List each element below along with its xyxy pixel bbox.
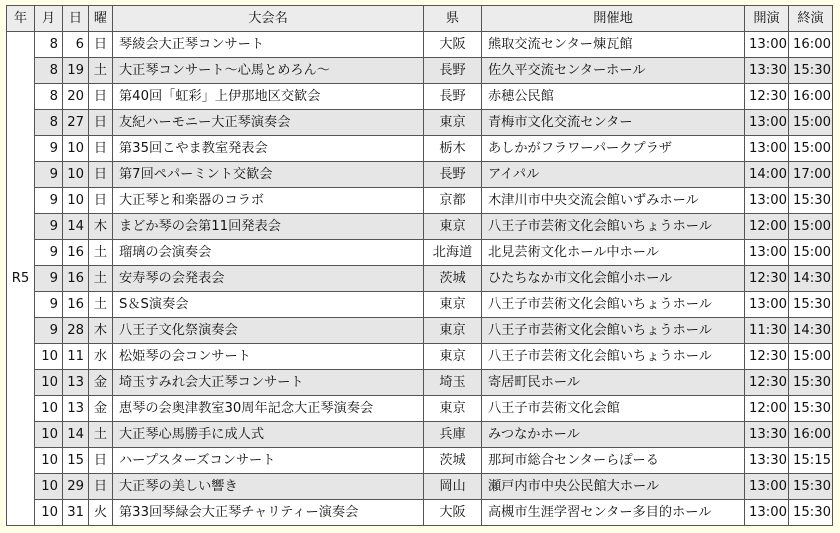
table-row	[7, 214, 833, 240]
month-cell: 9	[35, 214, 63, 240]
event-name-cell: 埼玉すみれ会大正琴コンサート	[113, 370, 424, 396]
weekday-cell: 日	[89, 162, 113, 188]
table-row	[7, 422, 833, 448]
venue-cell: アイパル	[482, 162, 745, 188]
weekday-cell: 金	[89, 370, 113, 396]
end-time-cell: 16:00	[789, 84, 833, 110]
start-time-cell: 13:00	[745, 32, 789, 58]
day-cell: 28	[63, 318, 89, 344]
event-name-cell: 友紀ハーモニー大正琴演奏会	[113, 110, 424, 136]
venue-cell: 八王子市芸術文化会館いちょうホール	[482, 318, 745, 344]
prefecture-cell: 京都	[424, 188, 482, 214]
prefecture-cell: 埼玉	[424, 370, 482, 396]
start-time-cell: 13:00	[745, 292, 789, 318]
table-row	[7, 500, 833, 526]
month-cell: 9	[35, 240, 63, 266]
venue-cell: ひたちなか市文化会館小ホール	[482, 266, 745, 292]
table-row	[7, 396, 833, 422]
month-cell: 10	[35, 370, 63, 396]
prefecture-cell: 大阪	[424, 500, 482, 526]
day-cell: 16	[63, 240, 89, 266]
end-time-cell: 15:30	[789, 370, 833, 396]
day-cell: 16	[63, 292, 89, 318]
start-time-cell: 12:30	[745, 370, 789, 396]
start-time-cell: 13:00	[745, 188, 789, 214]
prefecture-cell: 北海道	[424, 240, 482, 266]
event-name-cell: 大正琴の美しい響き	[113, 474, 424, 500]
weekday-cell: 日	[89, 110, 113, 136]
concert-schedule	[6, 5, 833, 527]
year-cell: R5	[7, 32, 35, 526]
event-name-cell: まどか琴の会第11回発表会	[113, 214, 424, 240]
day-cell: 14	[63, 214, 89, 240]
venue-cell: 木津川市中央交流会館いずみホール	[482, 188, 745, 214]
venue-cell: 八王子市芸術文化会館	[482, 396, 745, 422]
header-prefecture: 県	[424, 6, 482, 32]
end-time-cell: 14:30	[789, 318, 833, 344]
venue-cell: 瀬戸内市中央公民館大ホール	[482, 474, 745, 500]
header-venue: 開催地	[482, 6, 745, 32]
day-cell: 29	[63, 474, 89, 500]
prefecture-cell: 東京	[424, 318, 482, 344]
end-time-cell: 16:00	[789, 422, 833, 448]
month-cell: 10	[35, 448, 63, 474]
month-cell: 9	[35, 266, 63, 292]
venue-cell: 赤穂公民館	[482, 84, 745, 110]
start-time-cell: 13:00	[745, 110, 789, 136]
start-time-cell: 12:30	[745, 344, 789, 370]
day-cell: 14	[63, 422, 89, 448]
end-time-cell: 16:00	[789, 32, 833, 58]
weekday-cell: 木	[89, 214, 113, 240]
prefecture-cell: 茨城	[424, 266, 482, 292]
prefecture-cell: 東京	[424, 396, 482, 422]
schedule-table	[6, 5, 833, 526]
month-cell: 10	[35, 500, 63, 526]
month-cell: 8	[35, 110, 63, 136]
end-time-cell: 15:30	[789, 500, 833, 526]
header-end: 終演	[789, 6, 833, 32]
month-cell: 8	[35, 84, 63, 110]
event-name-cell: 安寿琴の会発表会	[113, 266, 424, 292]
event-name-cell: 第35回こやま教室発表会	[113, 136, 424, 162]
weekday-cell: 土	[89, 58, 113, 84]
month-cell: 10	[35, 422, 63, 448]
weekday-cell: 土	[89, 266, 113, 292]
start-time-cell: 13:00	[745, 136, 789, 162]
event-name-cell: 第33回琴緑会大正琴チャリティー演奏会	[113, 500, 424, 526]
start-time-cell: 12:30	[745, 266, 789, 292]
table-row	[7, 344, 833, 370]
end-time-cell: 15:00	[789, 136, 833, 162]
weekday-cell: 火	[89, 500, 113, 526]
table-row	[7, 136, 833, 162]
end-time-cell: 15:00	[789, 214, 833, 240]
event-name-cell: 八王子文化祭演奏会	[113, 318, 424, 344]
day-cell: 27	[63, 110, 89, 136]
schedule-body	[7, 32, 833, 526]
prefecture-cell: 岡山	[424, 474, 482, 500]
start-time-cell: 12:30	[745, 84, 789, 110]
start-time-cell: 14:00	[745, 162, 789, 188]
prefecture-cell: 長野	[424, 58, 482, 84]
end-time-cell: 15:00	[789, 344, 833, 370]
venue-cell: 八王子市芸術文化会館いちょうホール	[482, 214, 745, 240]
table-row	[7, 58, 833, 84]
header-weekday: 曜	[89, 6, 113, 32]
weekday-cell: 木	[89, 318, 113, 344]
header-month: 月	[35, 6, 63, 32]
event-name-cell: 瑠璃の会演奏会	[113, 240, 424, 266]
venue-cell: みつなかホール	[482, 422, 745, 448]
event-name-cell: 琴綾会大正琴コンサート	[113, 32, 424, 58]
venue-cell: あしかがフラワーパークプラザ	[482, 136, 745, 162]
table-row	[7, 318, 833, 344]
venue-cell: 八王子市芸術文化会館いちょうホール	[482, 344, 745, 370]
month-cell: 10	[35, 474, 63, 500]
end-time-cell: 15:30	[789, 292, 833, 318]
venue-cell: 青梅市文化交流センター	[482, 110, 745, 136]
weekday-cell: 金	[89, 396, 113, 422]
end-time-cell: 15:30	[789, 474, 833, 500]
header-year: 年	[7, 6, 35, 32]
day-cell: 15	[63, 448, 89, 474]
prefecture-cell: 長野	[424, 84, 482, 110]
month-cell: 8	[35, 58, 63, 84]
day-cell: 19	[63, 58, 89, 84]
prefecture-cell: 東京	[424, 214, 482, 240]
table-row	[7, 162, 833, 188]
event-name-cell: 松姫琴の会コンサート	[113, 344, 424, 370]
month-cell: 9	[35, 292, 63, 318]
venue-cell: 寄居町民ホール	[482, 370, 745, 396]
table-row	[7, 32, 833, 58]
start-time-cell: 13:00	[745, 240, 789, 266]
weekday-cell: 土	[89, 422, 113, 448]
venue-cell: 八王子市芸術文化会館いちょうホール	[482, 292, 745, 318]
start-time-cell: 13:30	[745, 448, 789, 474]
end-time-cell: 15:30	[789, 396, 833, 422]
end-time-cell: 17:00	[789, 162, 833, 188]
table-row	[7, 370, 833, 396]
event-name-cell: 第40回「虹彩」上伊那地区交歓会	[113, 84, 424, 110]
table-row	[7, 266, 833, 292]
header-day: 日	[63, 6, 89, 32]
day-cell: 11	[63, 344, 89, 370]
weekday-cell: 日	[89, 188, 113, 214]
event-name-cell: 恵琴の会奥津教室30周年記念大正琴演奏会	[113, 396, 424, 422]
month-cell: 10	[35, 396, 63, 422]
table-row	[7, 292, 833, 318]
event-name-cell: 大正琴心馬勝手に成人式	[113, 422, 424, 448]
table-row	[7, 474, 833, 500]
venue-cell: 那珂市総合センターらぽーる	[482, 448, 745, 474]
prefecture-cell: 栃木	[424, 136, 482, 162]
end-time-cell: 15:30	[789, 188, 833, 214]
weekday-cell: 日	[89, 136, 113, 162]
weekday-cell: 水	[89, 344, 113, 370]
start-time-cell: 13:30	[745, 422, 789, 448]
weekday-cell: 土	[89, 240, 113, 266]
end-time-cell: 15:00	[789, 240, 833, 266]
month-cell: 10	[35, 344, 63, 370]
day-cell: 16	[63, 266, 89, 292]
venue-cell: 高槻市生涯学習センター多目的ホール	[482, 500, 745, 526]
month-cell: 9	[35, 136, 63, 162]
event-name-cell: 大正琴と和楽器のコラボ	[113, 188, 424, 214]
venue-cell: 北見芸術文化ホール中ホール	[482, 240, 745, 266]
start-time-cell: 11:30	[745, 318, 789, 344]
end-time-cell: 14:30	[789, 266, 833, 292]
start-time-cell: 13:00	[745, 500, 789, 526]
table-row	[7, 188, 833, 214]
day-cell: 20	[63, 84, 89, 110]
month-cell: 9	[35, 188, 63, 214]
start-time-cell: 12:00	[745, 396, 789, 422]
start-time-cell: 12:00	[745, 214, 789, 240]
day-cell: 13	[63, 396, 89, 422]
prefecture-cell: 長野	[424, 162, 482, 188]
prefecture-cell: 東京	[424, 292, 482, 318]
weekday-cell: 日	[89, 474, 113, 500]
end-time-cell: 15:15	[789, 448, 833, 474]
table-row	[7, 110, 833, 136]
month-cell: 8	[35, 32, 63, 58]
day-cell: 10	[63, 162, 89, 188]
venue-cell: 熊取交流センター煉瓦館	[482, 32, 745, 58]
prefecture-cell: 東京	[424, 110, 482, 136]
month-cell: 9	[35, 318, 63, 344]
end-time-cell: 15:30	[789, 58, 833, 84]
table-row	[7, 448, 833, 474]
event-name-cell: ハープスターズコンサート	[113, 448, 424, 474]
day-cell: 6	[63, 32, 89, 58]
weekday-cell: 日	[89, 84, 113, 110]
end-time-cell: 15:00	[789, 110, 833, 136]
event-name-cell: S＆S演奏会	[113, 292, 424, 318]
weekday-cell: 日	[89, 32, 113, 58]
prefecture-cell: 大阪	[424, 32, 482, 58]
table-header-row	[7, 6, 833, 32]
table-row	[7, 84, 833, 110]
start-time-cell: 13:30	[745, 58, 789, 84]
event-name-cell: 第7回ペパーミント交歓会	[113, 162, 424, 188]
day-cell: 10	[63, 136, 89, 162]
month-cell: 9	[35, 162, 63, 188]
prefecture-cell: 東京	[424, 344, 482, 370]
prefecture-cell: 兵庫	[424, 422, 482, 448]
header-event: 大会名	[113, 6, 424, 32]
event-name-cell: 大正琴コンサート～心馬とめろん～	[113, 58, 424, 84]
start-time-cell: 13:00	[745, 474, 789, 500]
day-cell: 31	[63, 500, 89, 526]
day-cell: 10	[63, 188, 89, 214]
weekday-cell: 土	[89, 292, 113, 318]
venue-cell: 佐久平交流センターホール	[482, 58, 745, 84]
prefecture-cell: 茨城	[424, 448, 482, 474]
weekday-cell: 日	[89, 448, 113, 474]
day-cell: 13	[63, 370, 89, 396]
table-row	[7, 240, 833, 266]
header-start: 開演	[745, 6, 789, 32]
